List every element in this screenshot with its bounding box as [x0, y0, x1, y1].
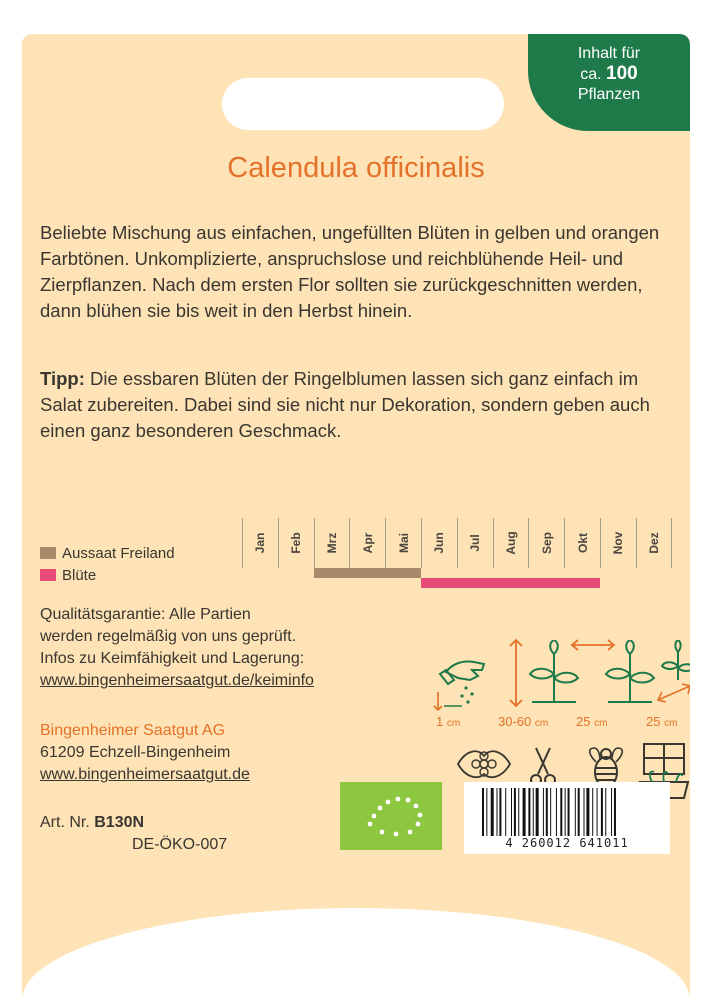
badge-line3: Pflanzen: [577, 86, 641, 103]
calendar-month: [385, 518, 421, 568]
calendar-month-label: Mai: [396, 532, 411, 554]
company-info: [40, 720, 250, 786]
calendar-month: [528, 518, 564, 568]
calendar-legend: [40, 542, 175, 586]
calendar-month: [278, 518, 314, 568]
legend-item-bloom: [40, 564, 175, 586]
row-spacing-value: 25: [576, 714, 591, 729]
plant-spacing-icon: [602, 640, 690, 706]
height-label: [498, 714, 548, 729]
article-info: [40, 812, 227, 856]
legend-swatch-sowing: [40, 547, 56, 559]
depth-unit: cm: [446, 718, 461, 729]
seed-packet-back: [22, 34, 690, 1000]
calendar-month-label: Jan: [253, 532, 268, 554]
calendar-months: [242, 518, 672, 568]
barcode-bars: [464, 788, 670, 840]
calendar-month-label: Mrz: [324, 532, 339, 554]
tip-text: Die essbaren Blüten der Ringelblumen lassen sich ganz einfach im Salat zubereiten. Dabei sind sie nicht nur Dekoration, sondern geben auch einen ganz besonderen Geschmack.: [40, 368, 650, 441]
height-arrow-icon: [506, 638, 526, 708]
quality-line1: Qualitätsgarantie: Alle Partien: [40, 606, 251, 623]
calendar-month-label: Nov: [611, 531, 626, 555]
barcode-digits: 4 260012 641011: [505, 836, 629, 850]
quality-line3: Infos zu Keimfähigkeit und Lagerung:: [40, 650, 305, 667]
calendar-month: [242, 518, 278, 568]
sowing-bar: [314, 568, 421, 578]
row-spacing-unit: cm: [594, 718, 608, 729]
depth-label: [436, 714, 460, 729]
quality-guarantee: [40, 604, 314, 692]
calendar-month: [457, 518, 493, 568]
height-unit: cm: [534, 718, 549, 729]
depth-value: 1: [436, 714, 444, 729]
calendar-month-label: Jul: [468, 534, 483, 552]
article-line: [40, 812, 227, 834]
sowing-hand-icon: [432, 650, 492, 712]
legend-item-sowing: [40, 542, 175, 564]
product-title: Calendula officinalis: [227, 152, 485, 184]
calendar-month: [493, 518, 529, 568]
bottom-notch: [22, 908, 690, 1000]
calendar-month-label: Feb: [289, 532, 304, 554]
calendar-month: [314, 518, 350, 568]
article-label: Art. Nr.: [40, 814, 90, 831]
hang-hole: [222, 78, 504, 130]
cultivation-icons: [402, 602, 690, 812]
badge-number: 100: [606, 63, 638, 84]
legend-swatch-bloom: [40, 569, 56, 581]
content-badge: [528, 34, 690, 131]
edible-flower-icon: [456, 744, 512, 784]
calendar-month-label: Aug: [503, 531, 518, 555]
calendar-month: [600, 518, 636, 568]
legend-label-sowing: Aussaat Freiland: [62, 544, 175, 562]
plant-spacing-label: [646, 714, 677, 729]
organic-cert-code: DE-ÖKO-007: [132, 836, 228, 853]
tip-paragraph: [40, 366, 672, 444]
bloom-bar: [421, 578, 600, 588]
badge-prefix: ca.: [580, 66, 602, 83]
calendar-month-label: Sep: [539, 531, 554, 555]
company-website-link[interactable]: www.bingenheimersaatgut.de: [40, 766, 250, 783]
eu-organic-leaf-icon: [340, 782, 442, 850]
sowing-calendar: [242, 518, 672, 584]
legend-label-bloom: Blüte: [62, 566, 97, 584]
company-address: 61209 Echzell-Bingenheim: [40, 744, 231, 761]
calendar-month-label: Apr: [360, 532, 375, 554]
calendar-month: [421, 518, 457, 568]
product-description: Beliebte Mischung aus einfachen, ungefüllten Blüten in gelben und orangen Farbtönen. Unkomplizierte, anspruchslose und reichblühende Heil- und Zierpflanzen. Nach dem ersten Flor sollten sie zurückgeschnitten werden, dann blühen sie bis weit in den Herbst hinein.: [40, 222, 660, 321]
calendar-month: [349, 518, 385, 568]
height-value: 30-60: [498, 714, 532, 729]
company-name: Bingenheimer Saatgut AG: [40, 722, 226, 739]
plant-spacing-unit: cm: [664, 718, 678, 729]
plant-spacing-value: 25: [646, 714, 661, 729]
tip-label: Tipp:: [40, 368, 85, 389]
barcode: [464, 782, 670, 854]
badge-line2: [528, 64, 690, 85]
quality-line2: werden regelmäßig von uns geprüft.: [40, 628, 297, 645]
calendar-month: [636, 518, 672, 568]
article-code: B130N: [94, 814, 145, 831]
calendar-month-label: Dez: [646, 532, 661, 554]
calendar-month: [564, 518, 600, 568]
row-spacing-label: [576, 714, 607, 729]
calendar-month-label: Jun: [432, 532, 447, 554]
calendar-month-label: Okt: [575, 532, 590, 554]
keiminfo-link[interactable]: www.bingenheimersaatgut.de/keiminfo: [40, 672, 314, 689]
badge-line1: Inhalt für: [577, 45, 641, 62]
